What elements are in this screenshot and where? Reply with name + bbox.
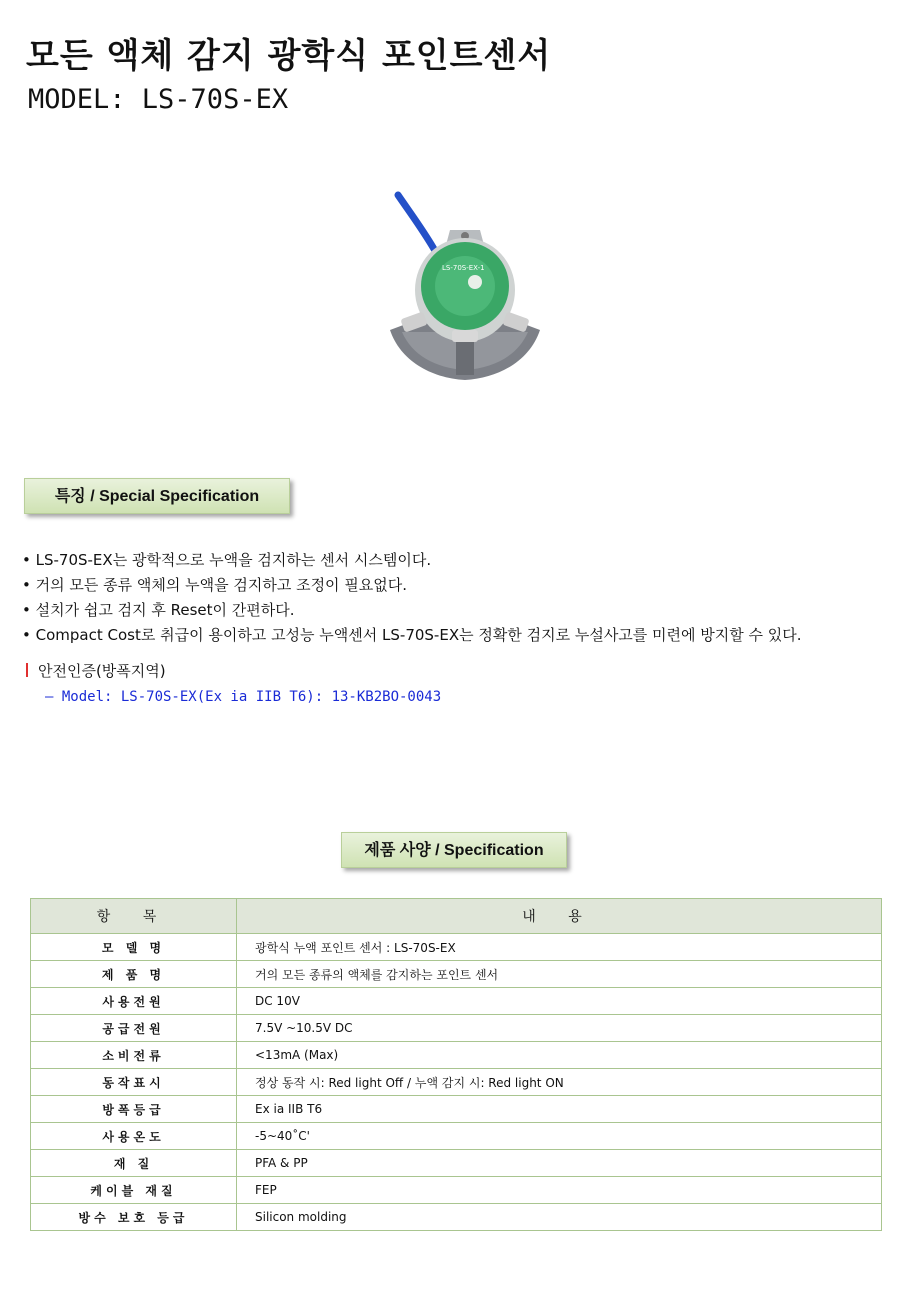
header-content: 내 용 <box>237 899 882 934</box>
row-key: 재 질 <box>31 1150 237 1177</box>
table-row <box>31 1204 882 1231</box>
row-key: 방수 보호 등급 <box>31 1204 237 1231</box>
feature-list <box>22 548 802 648</box>
product-photo <box>380 190 550 390</box>
row-key: 제 품 명 <box>31 961 237 988</box>
table-row <box>31 988 882 1015</box>
certification-heading-text: 안전인증(방폭지역) <box>38 662 166 680</box>
row-value: Ex ia IIB T6 <box>237 1096 882 1123</box>
row-key: 사용전원 <box>31 988 237 1015</box>
table-row <box>31 1096 882 1123</box>
row-value: -5~40˚C' <box>237 1123 882 1150</box>
row-value: FEP <box>237 1177 882 1204</box>
table-row <box>31 1177 882 1204</box>
row-value: DC 10V <box>237 988 882 1015</box>
table-row <box>31 1015 882 1042</box>
feature-item: • 거의 모든 종류 액체의 누액을 검지하고 조정이 필요없다. <box>22 573 802 598</box>
certification-heading <box>26 660 166 681</box>
row-key: 사용온도 <box>31 1123 237 1150</box>
spec-table <box>30 898 882 1231</box>
table-row <box>31 961 882 988</box>
row-key: 모 델 명 <box>31 934 237 961</box>
row-value: <13mA (Max) <box>237 1042 882 1069</box>
heading-marker <box>26 663 28 677</box>
row-value: 7.5V ~10.5V DC <box>237 1015 882 1042</box>
feature-item: • Compact Cost로 취급이 용이하고 고성능 누액센서 LS-70S-EX는 정확한 검지로 누설사고를 미련에 방지할 수 있다. <box>22 623 802 648</box>
row-key: 케이블 재질 <box>31 1177 237 1204</box>
feature-item: • 설치가 쉽고 검지 후 Reset이 간편하다. <box>22 598 802 623</box>
row-key: 소비전류 <box>31 1042 237 1069</box>
row-key: 공급전원 <box>31 1015 237 1042</box>
table-row <box>31 1123 882 1150</box>
row-value: PFA & PP <box>237 1150 882 1177</box>
certification-line: – Model: LS-70S-EX(Ex ia IIB T6): 13-KB2BO-0043 <box>45 689 442 705</box>
row-value: Silicon molding <box>237 1204 882 1231</box>
photo-label-text: LS-70S-EX-1 <box>442 264 485 272</box>
table-row <box>31 1069 882 1096</box>
model-heading: MODEL: LS-70S-EX <box>28 84 289 115</box>
table-row <box>31 1150 882 1177</box>
special-spec-label: 특징 / Special Specification <box>24 478 290 514</box>
table-row <box>31 1042 882 1069</box>
row-key: 동작표시 <box>31 1069 237 1096</box>
row-value: 거의 모든 종류의 액체를 감지하는 포인트 센서 <box>237 961 882 988</box>
header-item: 항 목 <box>31 899 237 934</box>
table-row <box>31 934 882 961</box>
spec-label: 제품 사양 / Specification <box>341 832 567 868</box>
row-value: 광학식 누액 포인트 센서 : LS-70S-EX <box>237 934 882 961</box>
table-header-row <box>31 899 882 934</box>
page-title: 모든 액체 감지 광학식 포인트센서 <box>26 36 552 76</box>
row-value: 정상 동작 시: Red light Off / 누액 감지 시: Red light ON <box>237 1069 882 1096</box>
feature-item: • LS-70S-EX는 광학적으로 누액을 검지하는 센서 시스템이다. <box>22 548 802 573</box>
row-key: 방폭등급 <box>31 1096 237 1123</box>
